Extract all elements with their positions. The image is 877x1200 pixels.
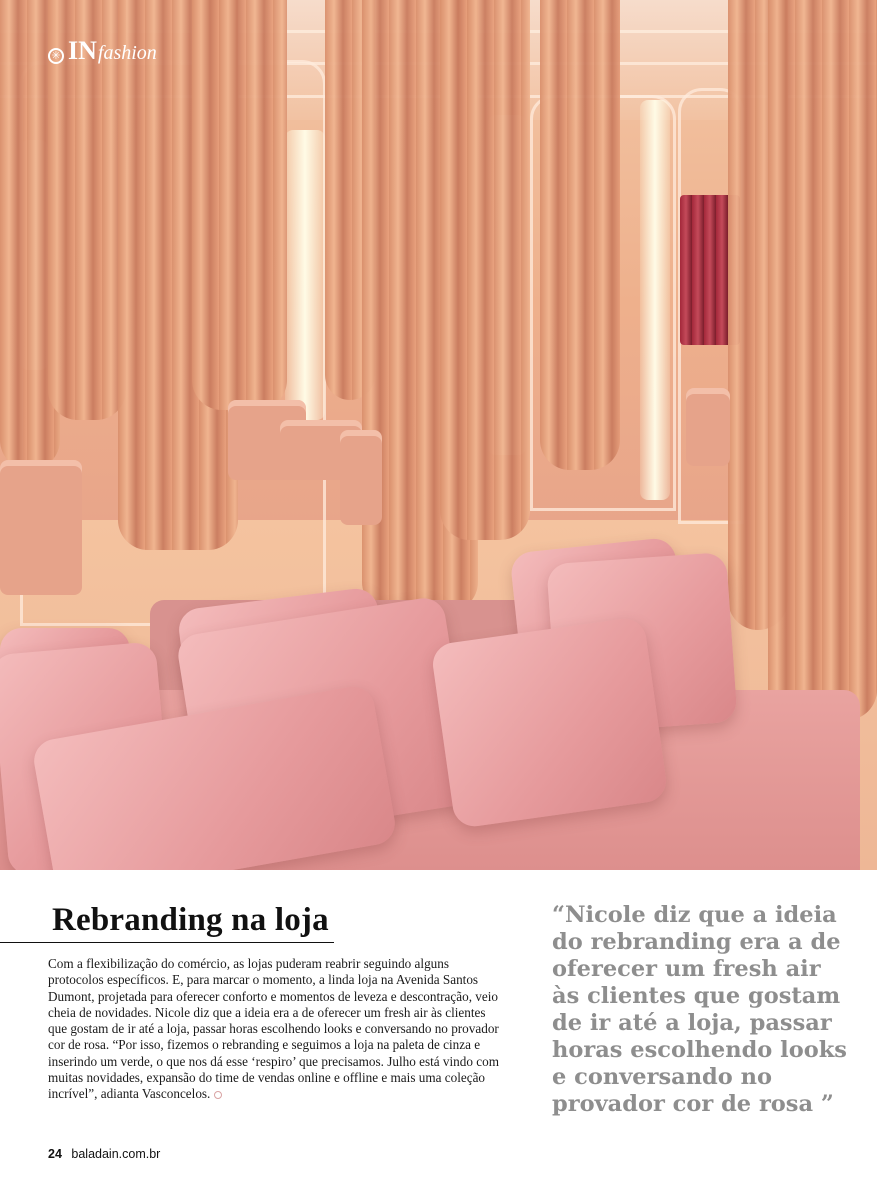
curtain (540, 0, 620, 470)
brand-fashion: fashion (97, 42, 157, 64)
asterisk-icon: ✳ (48, 48, 64, 64)
pull-quote-text: Nicole diz que a ideia do rebranding era a de oferecer um fresh air às clientes que gostam de ir até a loja, passar horas escolhendo looks e conversando no provador cor de rosa (552, 902, 847, 1117)
end-mark-icon (214, 1091, 222, 1099)
light-strip (640, 100, 670, 500)
folio (48, 1147, 160, 1161)
pillow (430, 616, 669, 829)
quote-open: “ (552, 902, 565, 928)
curtain (440, 0, 530, 540)
brand-in: IN (68, 36, 97, 65)
ottoman (340, 430, 382, 525)
curtain (768, 0, 877, 720)
section-brand (48, 36, 157, 66)
article-title: Rebranding na loja (52, 902, 329, 938)
title-rule (0, 942, 334, 943)
ottoman (686, 388, 730, 466)
article-body (48, 956, 504, 1103)
ottoman (0, 460, 82, 595)
article-body-text: Com a flexibilização do comércio, as lojas puderam reabrir seguindo alguns protocolos específicos. E, para marcar o momento, a linda loja na Avenida Santos Dumont, projetada para oferecer conforto e momentos de leveza e descontração, veio cheia de novidades. Nicole diz que a ideia era a de oferecer um fresh air às clientes que gostam de ir até a loja, passar horas escolhendo looks e conversando no provador cor de rosa. “Por isso, fizemos o rebranding e seguimos a loja na paleta de cinza e inserindo um verde, o que nos dá esse ‘respiro’ que precisamos. Julho está vindo com muitas novidades, expansão do time de vendas online e offline e mais uma coleção incrível”, adianta Vasconcelos. (48, 956, 499, 1102)
light-strip (285, 130, 325, 420)
pull-quote (552, 902, 852, 1118)
curtain (192, 0, 287, 410)
site-url: baladain.com.br (71, 1147, 161, 1161)
page-number: 24 (48, 1147, 62, 1161)
quote-close: ” (820, 1091, 834, 1117)
